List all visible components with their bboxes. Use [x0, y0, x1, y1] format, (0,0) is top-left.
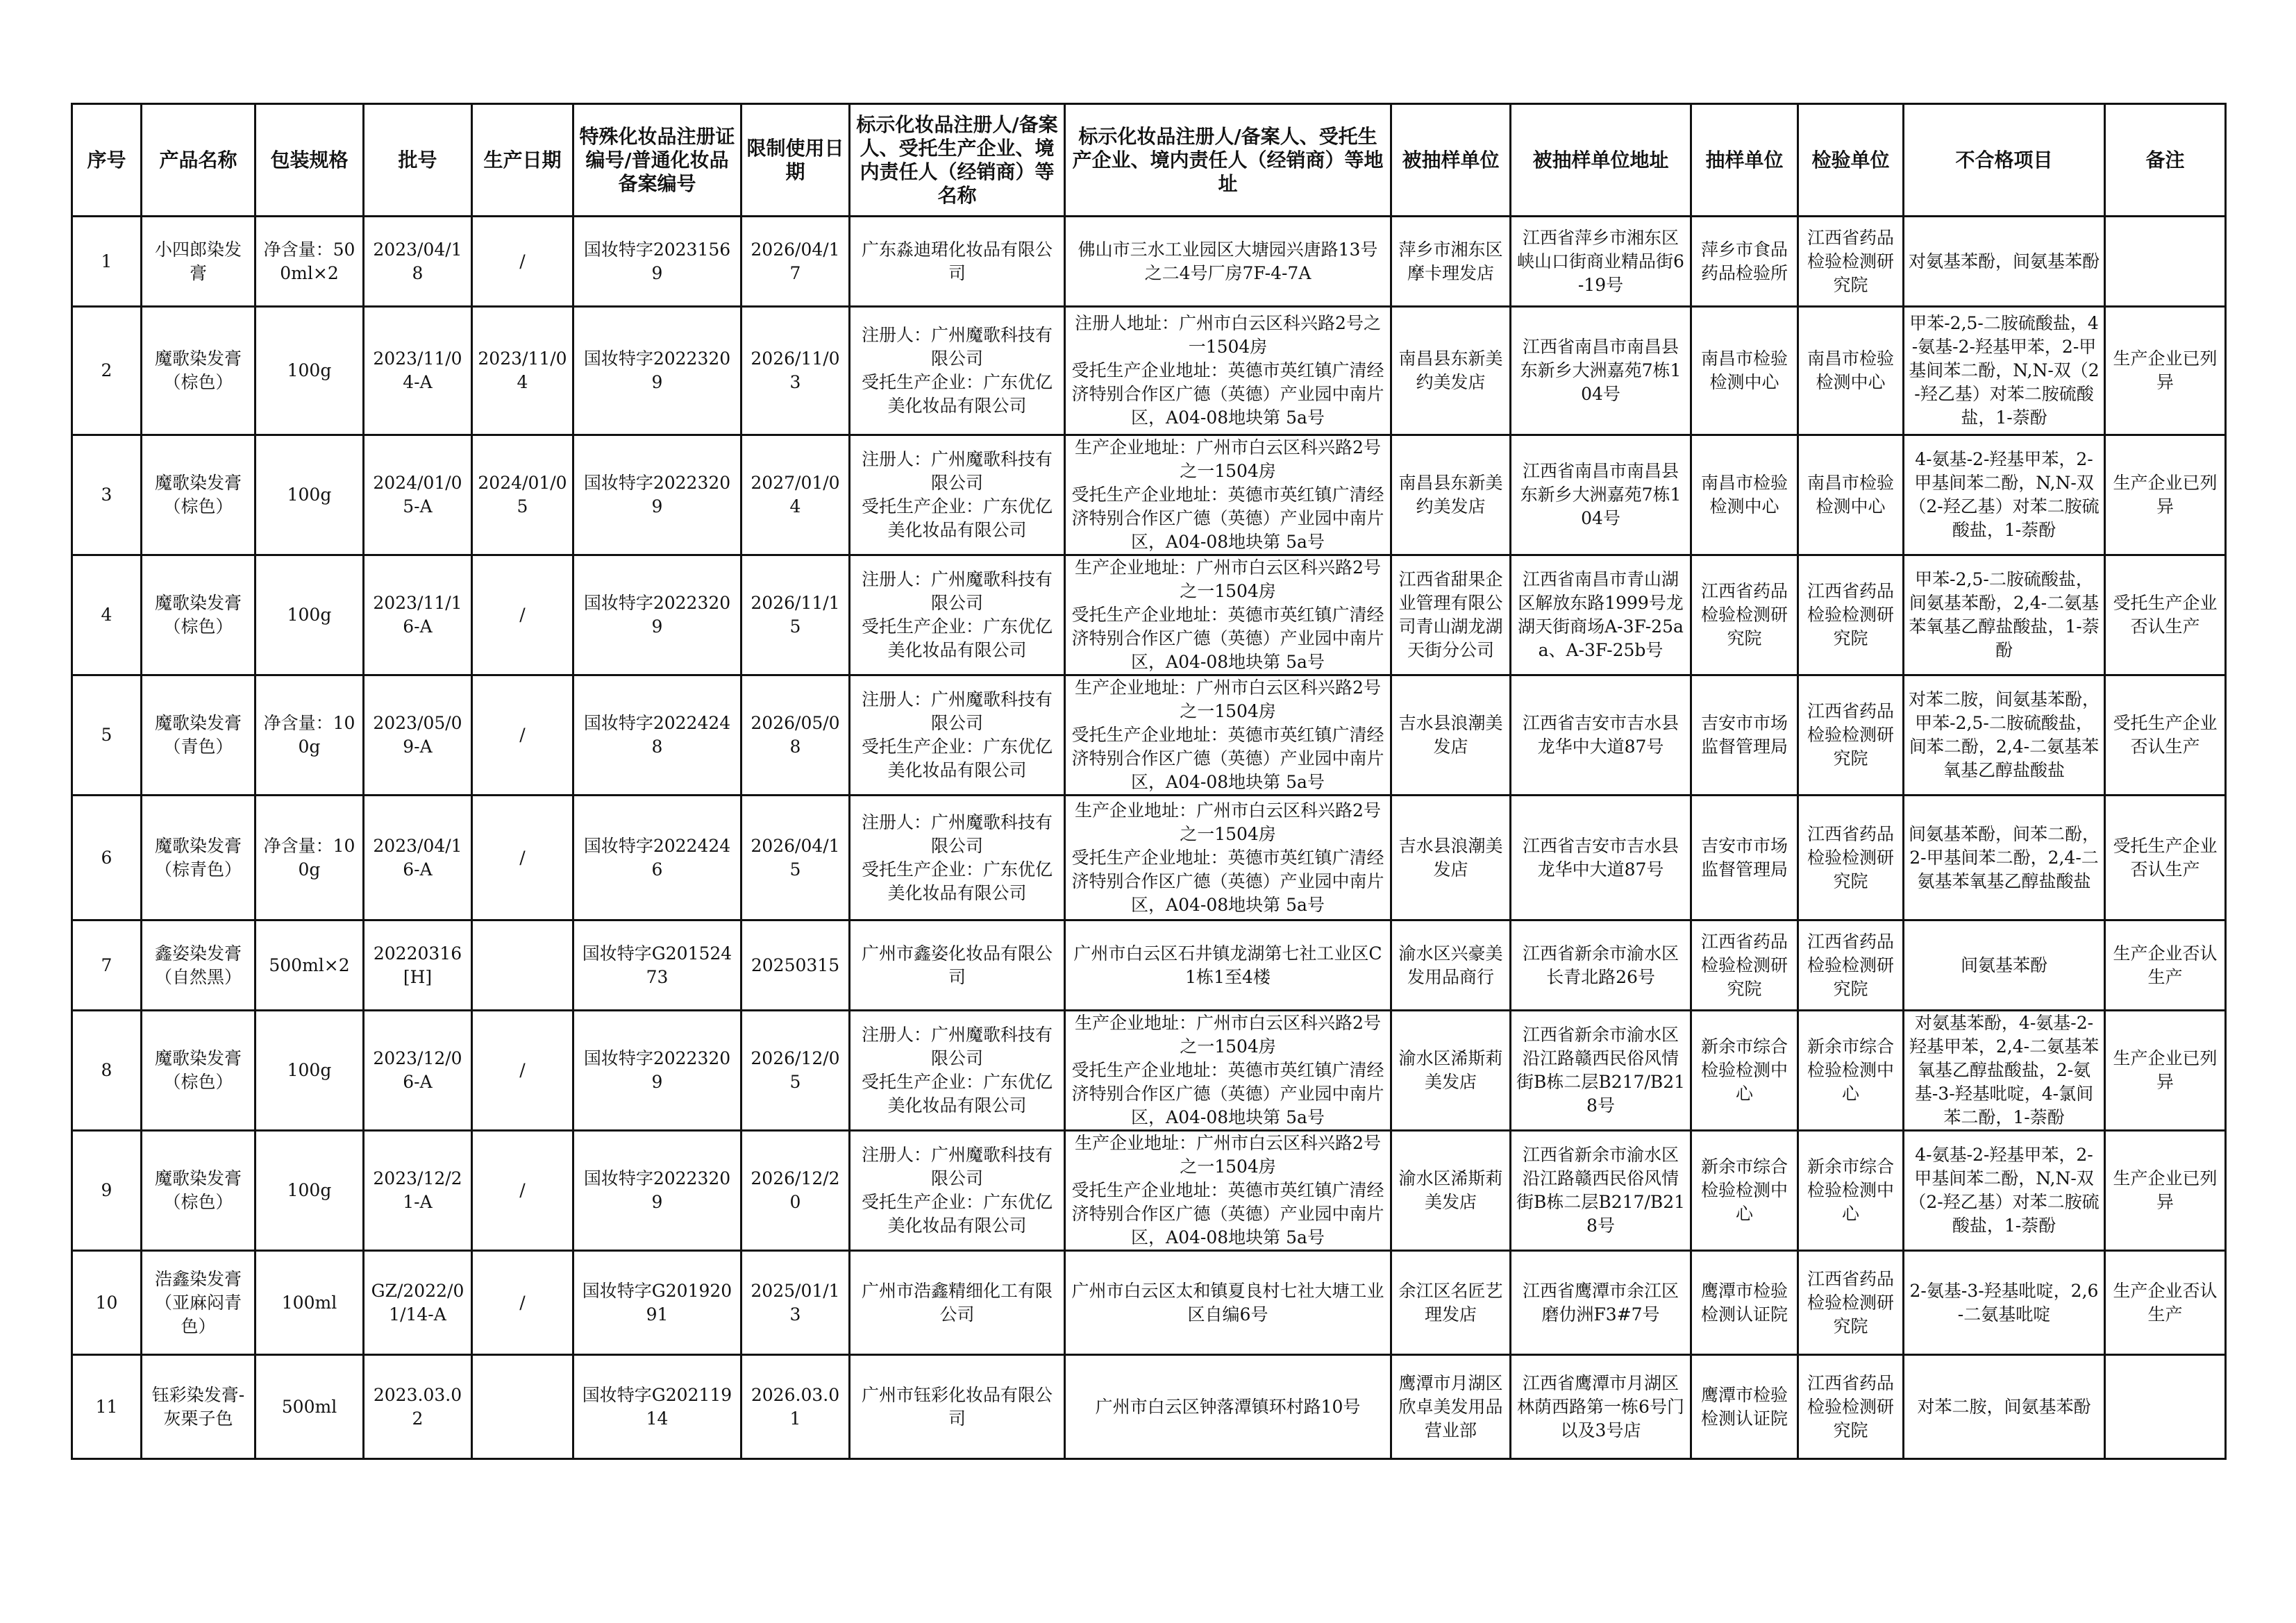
header-cell: 特殊化妆品注册证编号/普通化妆品备案编号 [573, 104, 741, 217]
table-cell: 小四郎染发膏 [142, 217, 255, 307]
table-cell: 100ml [255, 1251, 364, 1355]
table-cell: 净含量：100g [255, 796, 364, 920]
table-cell: 注册人：广州魔歌科技有限公司 受托生产企业：广东优亿美化妆品有限公司 [850, 1011, 1065, 1131]
table-cell: 国妆特字G20152473 [573, 920, 741, 1011]
table-cell: 广州市白云区石井镇龙湖第七社工业区C1栋1至4楼 [1065, 920, 1391, 1011]
header-cell: 被抽样单位地址 [1511, 104, 1691, 217]
table-cell: 江西省鹰潭市月湖区林荫西路第一栋6号门以及3号店 [1511, 1355, 1691, 1459]
table-row [72, 1355, 2226, 1459]
table-cell: 500ml [255, 1355, 364, 1459]
table-cell: 注册人：广州魔歌科技有限公司 受托生产企业：广东优亿美化妆品有限公司 [850, 675, 1065, 796]
table-row [72, 796, 2226, 920]
table-cell: 7 [72, 920, 142, 1011]
table-cell: 浩鑫染发膏（亚麻闷青色） [142, 1251, 255, 1355]
header-cell: 限制使用日期 [741, 104, 850, 217]
table-cell: 对苯二胺，间氨基苯酚 [1904, 1355, 2105, 1459]
table-cell: / [472, 1251, 573, 1355]
table-cell: 江西省药品检验检测研究院 [1798, 1251, 1904, 1355]
table-row [72, 1131, 2226, 1251]
table-cell: 甲苯-2,5-二胺硫酸盐，间氨基苯酚，2,4-二氨基苯氧基乙醇盐酸盐，1-萘酚 [1904, 555, 2105, 675]
header-cell: 序号 [72, 104, 142, 217]
header-cell: 不合格项目 [1904, 104, 2105, 217]
table-cell: 国妆特字20223209 [573, 435, 741, 555]
table-cell: 甲苯-2,5-二胺硫酸盐，4-氨基-2-羟基甲苯，2-甲基间苯二酚，N,N-双（2-羟乙基）对苯二胺硫酸盐，1-萘酚 [1904, 307, 2105, 435]
table-cell: 鹰潭市月湖区欣卓美发用品营业部 [1391, 1355, 1511, 1459]
table-cell: 广东淼迪珺化妆品有限公司 [850, 217, 1065, 307]
table-cell: 吉安市市场监督管理局 [1691, 675, 1798, 796]
table-cell: 国妆特字G20192091 [573, 1251, 741, 1355]
table-cell: 佛山市三水工业园区大塘园兴唐路13号之二4号厂房7F-4-7A [1065, 217, 1391, 307]
table-cell: 2026/12/05 [741, 1011, 850, 1131]
table-cell: 受托生产企业否认生产 [2105, 555, 2226, 675]
table-cell: 南昌市检验检测中心 [1691, 435, 1798, 555]
table-cell: 生产企业已列异 [2105, 435, 2226, 555]
table-cell: 间氨基苯酚 [1904, 920, 2105, 1011]
table-cell: 生产企业地址：广州市白云区科兴路2号之一1504房 受托生产企业地址：英德市英红镇广清经济特别合作区广德（英德）产业园中南片区，A04-08地块第 5a号 [1065, 1131, 1391, 1251]
table-cell: 生产企业已列异 [2105, 1131, 2226, 1251]
table-cell: 2026/11/03 [741, 307, 850, 435]
table-cell: 吉安市市场监督管理局 [1691, 796, 1798, 920]
table-cell: 2026/04/15 [741, 796, 850, 920]
table-cell: 钰彩染发膏-灰栗子色 [142, 1355, 255, 1459]
table-cell: 生产企业已列异 [2105, 307, 2226, 435]
table-cell: 新余市综合检验检测中心 [1691, 1011, 1798, 1131]
table-cell: 注册人地址：广州市白云区科兴路2号之一1504房 受托生产企业地址：英德市英红镇广清经济特别合作区广德（英德）产业园中南片区，A04-08地块第 5a号 [1065, 307, 1391, 435]
table-row [72, 307, 2226, 435]
table-cell: 净含量：500ml×2 [255, 217, 364, 307]
table-cell: 1 [72, 217, 142, 307]
table-cell: 2023/11/04-A [364, 307, 472, 435]
table-cell: 国妆特字20224248 [573, 675, 741, 796]
table-cell: 2023.03.02 [364, 1355, 472, 1459]
table-cell: 2024/01/05 [472, 435, 573, 555]
table-row [72, 1011, 2226, 1131]
table-cell: 2 [72, 307, 142, 435]
table-cell: 江西省南昌市南昌县东新乡大洲嘉苑7栋104号 [1511, 435, 1691, 555]
table-cell: 吉水县浪潮美发店 [1391, 675, 1511, 796]
table-cell: 魔歌染发膏（棕色） [142, 307, 255, 435]
table-cell: 江西省药品检验检测研究院 [1798, 555, 1904, 675]
table-cell: 9 [72, 1131, 142, 1251]
table-cell: 广州市钰彩化妆品有限公司 [850, 1355, 1065, 1459]
table-cell: 注册人：广州魔歌科技有限公司 受托生产企业：广东优亿美化妆品有限公司 [850, 796, 1065, 920]
table-row [72, 675, 2226, 796]
header-cell: 生产日期 [472, 104, 573, 217]
table-cell: 8 [72, 1011, 142, 1131]
table-cell: 500ml×2 [255, 920, 364, 1011]
table-cell: / [472, 796, 573, 920]
table-cell: 江西省甜果企业管理有限公司青山湖龙湖天街分公司 [1391, 555, 1511, 675]
table-cell: 2023/04/18 [364, 217, 472, 307]
table-cell: 生产企业地址：广州市白云区科兴路2号之一1504房 受托生产企业地址：英德市英红镇广清经济特别合作区广德（英德）产业园中南片区，A04-08地块第 5a号 [1065, 675, 1391, 796]
table-cell: 4 [72, 555, 142, 675]
table-cell: 20220316[H] [364, 920, 472, 1011]
table-cell: 国妆特字20223209 [573, 1011, 741, 1131]
table-row [72, 217, 2226, 307]
table-cell: 新余市综合检验检测中心 [1691, 1131, 1798, 1251]
table-cell: 江西省南昌市南昌县东新乡大洲嘉苑7栋104号 [1511, 307, 1691, 435]
table-cell: / [472, 1131, 573, 1251]
table-cell: 广州市白云区太和镇夏良村七社大塘工业区自编6号 [1065, 1251, 1391, 1355]
table-cell: 魔歌染发膏（棕色） [142, 1011, 255, 1131]
table-cell: 100g [255, 1131, 364, 1251]
table-cell: 魔歌染发膏（棕色） [142, 555, 255, 675]
header-cell: 产品名称 [142, 104, 255, 217]
table-cell: 100g [255, 1011, 364, 1131]
table-cell [472, 920, 573, 1011]
table-cell: 江西省药品检验检测研究院 [1798, 920, 1904, 1011]
table-cell: 2026/05/08 [741, 675, 850, 796]
table-cell: 生产企业地址：广州市白云区科兴路2号之一1504房 受托生产企业地址：英德市英红镇广清经济特别合作区广德（英德）产业园中南片区，A04-08地块第 5a号 [1065, 796, 1391, 920]
table-cell: 2026/04/17 [741, 217, 850, 307]
table-cell: 对氨基苯酚，间氨基苯酚 [1904, 217, 2105, 307]
table-cell: 2023/05/09-A [364, 675, 472, 796]
table-cell: 国妆特字20224246 [573, 796, 741, 920]
table-cell: 国妆特字20223209 [573, 555, 741, 675]
header-cell: 包装规格 [255, 104, 364, 217]
table-cell: 生产企业已列异 [2105, 1011, 2226, 1131]
table-cell: 受托生产企业否认生产 [2105, 796, 2226, 920]
table-cell: 2026/12/20 [741, 1131, 850, 1251]
table-cell [472, 1355, 573, 1459]
table-cell: 魔歌染发膏（棕色） [142, 1131, 255, 1251]
table-cell: 4-氨基-2-羟基甲苯，2-甲基间苯二酚，N,N-双（2-羟乙基）对苯二胺硫酸盐，1-萘酚 [1904, 435, 2105, 555]
table-cell: 吉水县浪潮美发店 [1391, 796, 1511, 920]
sampling-results-table [71, 103, 2227, 1460]
table-cell: 广州市浩鑫精细化工有限公司 [850, 1251, 1065, 1355]
table-cell: 鑫姿染发膏（自然黑） [142, 920, 255, 1011]
table-cell: 2023/04/16-A [364, 796, 472, 920]
table-cell: 南昌市检验检测中心 [1798, 307, 1904, 435]
table-cell: 国妆特字20223209 [573, 307, 741, 435]
table-row [72, 1251, 2226, 1355]
table-cell: 生产企业否认生产 [2105, 920, 2226, 1011]
table-cell: 2025/01/13 [741, 1251, 850, 1355]
table-cell [2105, 217, 2226, 307]
table-cell: 生产企业地址：广州市白云区科兴路2号之一1504房 受托生产企业地址：英德市英红镇广清经济特别合作区广德（英德）产业园中南片区，A04-08地块第 5a号 [1065, 1011, 1391, 1131]
table-cell: 渝水区浠斯莉美发店 [1391, 1011, 1511, 1131]
table-cell: 江西省药品检验检测研究院 [1691, 920, 1798, 1011]
table-cell: 南昌市检验检测中心 [1798, 435, 1904, 555]
header-cell: 被抽样单位 [1391, 104, 1511, 217]
table-cell: 江西省南昌市青山湖区解放东路1999号龙湖天街商场A-3F-25aa、A-3F-25b号 [1511, 555, 1691, 675]
header-cell: 批号 [364, 104, 472, 217]
table-cell: 6 [72, 796, 142, 920]
table-cell: 江西省吉安市吉水县龙华中大道87号 [1511, 675, 1691, 796]
table-cell: / [472, 555, 573, 675]
table-cell: 江西省药品检验检测研究院 [1798, 796, 1904, 920]
table-row [72, 435, 2226, 555]
table-cell: 南昌市检验检测中心 [1691, 307, 1798, 435]
table-cell: 3 [72, 435, 142, 555]
table-cell: 江西省新余市渝水区沿江路赣西民俗风情街B栋二层B217/B218号 [1511, 1131, 1691, 1251]
table-cell: 5 [72, 675, 142, 796]
header-cell: 抽样单位 [1691, 104, 1798, 217]
table-cell: 2-氨基-3-羟基吡啶，2,6-二氨基吡啶 [1904, 1251, 2105, 1355]
table-cell: 鹰潭市检验检测认证院 [1691, 1355, 1798, 1459]
table-cell: 10 [72, 1251, 142, 1355]
table-cell: / [472, 1011, 573, 1131]
table-cell: 江西省萍乡市湘东区峡山口街商业精品街6-19号 [1511, 217, 1691, 307]
table-cell: 2026.03.01 [741, 1355, 850, 1459]
table-cell: 2026/11/15 [741, 555, 850, 675]
table-cell: 11 [72, 1355, 142, 1459]
table-cell: 净含量：100g [255, 675, 364, 796]
header-cell: 标示化妆品注册人/备案人、受托生产企业、境内责任人（经销商）等名称 [850, 104, 1065, 217]
table-cell: 魔歌染发膏（棕色） [142, 435, 255, 555]
table-cell: 广州市鑫姿化妆品有限公司 [850, 920, 1065, 1011]
header-cell: 检验单位 [1798, 104, 1904, 217]
table-cell: / [472, 675, 573, 796]
table-cell: 江西省新余市渝水区沿江路赣西民俗风情街B栋二层B217/B218号 [1511, 1011, 1691, 1131]
table-cell: 江西省鹰潭市余江区磨仂洲F3#7号 [1511, 1251, 1691, 1355]
table-cell: 2023/11/16-A [364, 555, 472, 675]
table-row [72, 555, 2226, 675]
table-row [72, 920, 2226, 1011]
table-cell: 南昌县东新美约美发店 [1391, 307, 1511, 435]
table-cell: 4-氨基-2-羟基甲苯，2-甲基间苯二酚，N,N-双（2-羟乙基）对苯二胺硫酸盐，1-萘酚 [1904, 1131, 2105, 1251]
table-cell: 20250315 [741, 920, 850, 1011]
table-cell: 鹰潭市检验检测认证院 [1691, 1251, 1798, 1355]
table-cell: 江西省药品检验检测研究院 [1691, 555, 1798, 675]
table-cell: 渝水区浠斯莉美发店 [1391, 1131, 1511, 1251]
table-cell: 国妆特字G20211914 [573, 1355, 741, 1459]
table-cell: / [472, 217, 573, 307]
table-cell: 2027/01/04 [741, 435, 850, 555]
table-cell: 注册人：广州魔歌科技有限公司 受托生产企业：广东优亿美化妆品有限公司 [850, 435, 1065, 555]
table-cell: 魔歌染发膏（棕青色） [142, 796, 255, 920]
table-cell: 生产企业地址：广州市白云区科兴路2号之一1504房 受托生产企业地址：英德市英红镇广清经济特别合作区广德（英德）产业园中南片区，A04-08地块第 5a号 [1065, 435, 1391, 555]
table-cell [2105, 1355, 2226, 1459]
table-cell: 江西省新余市渝水区长青北路26号 [1511, 920, 1691, 1011]
table-cell: 受托生产企业否认生产 [2105, 675, 2226, 796]
table-cell: 国妆特字20223209 [573, 1131, 741, 1251]
table-cell: 间氨基苯酚，间苯二酚，2-甲基间苯二酚，2,4-二氨基苯氧基乙醇盐酸盐 [1904, 796, 2105, 920]
table-cell: 2023/12/06-A [364, 1011, 472, 1131]
table-cell: 渝水区兴豪美发用品商行 [1391, 920, 1511, 1011]
table-cell: 南昌县东新美约美发店 [1391, 435, 1511, 555]
table-cell: 萍乡市食品药品检验所 [1691, 217, 1798, 307]
table-cell: 注册人：广州魔歌科技有限公司 受托生产企业：广东优亿美化妆品有限公司 [850, 1131, 1065, 1251]
table-cell: 江西省药品检验检测研究院 [1798, 675, 1904, 796]
table-cell: 2024/01/05-A [364, 435, 472, 555]
table-cell: 生产企业地址：广州市白云区科兴路2号之一1504房 受托生产企业地址：英德市英红镇广清经济特别合作区广德（英德）产业园中南片区，A04-08地块第 5a号 [1065, 555, 1391, 675]
table-cell: 广州市白云区钟落潭镇环村路10号 [1065, 1355, 1391, 1459]
header-cell: 标示化妆品注册人/备案人、受托生产企业、境内责任人（经销商）等地址 [1065, 104, 1391, 217]
table-cell: GZ/2022/01/14-A [364, 1251, 472, 1355]
table-cell: 余江区名匠艺理发店 [1391, 1251, 1511, 1355]
table-cell: 萍乡市湘东区摩卡理发店 [1391, 217, 1511, 307]
header-cell: 备注 [2105, 104, 2226, 217]
table-cell: 江西省药品检验检测研究院 [1798, 217, 1904, 307]
table-cell: 2023/11/04 [472, 307, 573, 435]
table-cell: 国妆特字20231569 [573, 217, 741, 307]
header-row [72, 104, 2226, 217]
table-cell: 对苯二胺，间氨基苯酚，甲苯-2,5-二胺硫酸盐，间苯二酚，2,4-二氨基苯氧基乙醇盐酸盐 [1904, 675, 2105, 796]
table-cell: 注册人：广州魔歌科技有限公司 受托生产企业：广东优亿美化妆品有限公司 [850, 555, 1065, 675]
table-cell: 江西省药品检验检测研究院 [1798, 1355, 1904, 1459]
table-cell: 100g [255, 307, 364, 435]
table-body [72, 217, 2226, 1459]
table-cell: 江西省吉安市吉水县龙华中大道87号 [1511, 796, 1691, 920]
table-cell: 100g [255, 555, 364, 675]
table-cell: 100g [255, 435, 364, 555]
table-cell: 魔歌染发膏（青色） [142, 675, 255, 796]
table-cell: 2023/12/21-A [364, 1131, 472, 1251]
table-cell: 新余市综合检验检测中心 [1798, 1011, 1904, 1131]
table-cell: 新余市综合检验检测中心 [1798, 1131, 1904, 1251]
table-cell: 注册人：广州魔歌科技有限公司 受托生产企业：广东优亿美化妆品有限公司 [850, 307, 1065, 435]
table-cell: 对氨基苯酚，4-氨基-2-羟基甲苯，2,4-二氨基苯氧基乙醇盐酸盐，2-氨基-3-羟基吡啶，4-氯间苯二酚，1-萘酚 [1904, 1011, 2105, 1131]
table-cell: 生产企业否认生产 [2105, 1251, 2226, 1355]
